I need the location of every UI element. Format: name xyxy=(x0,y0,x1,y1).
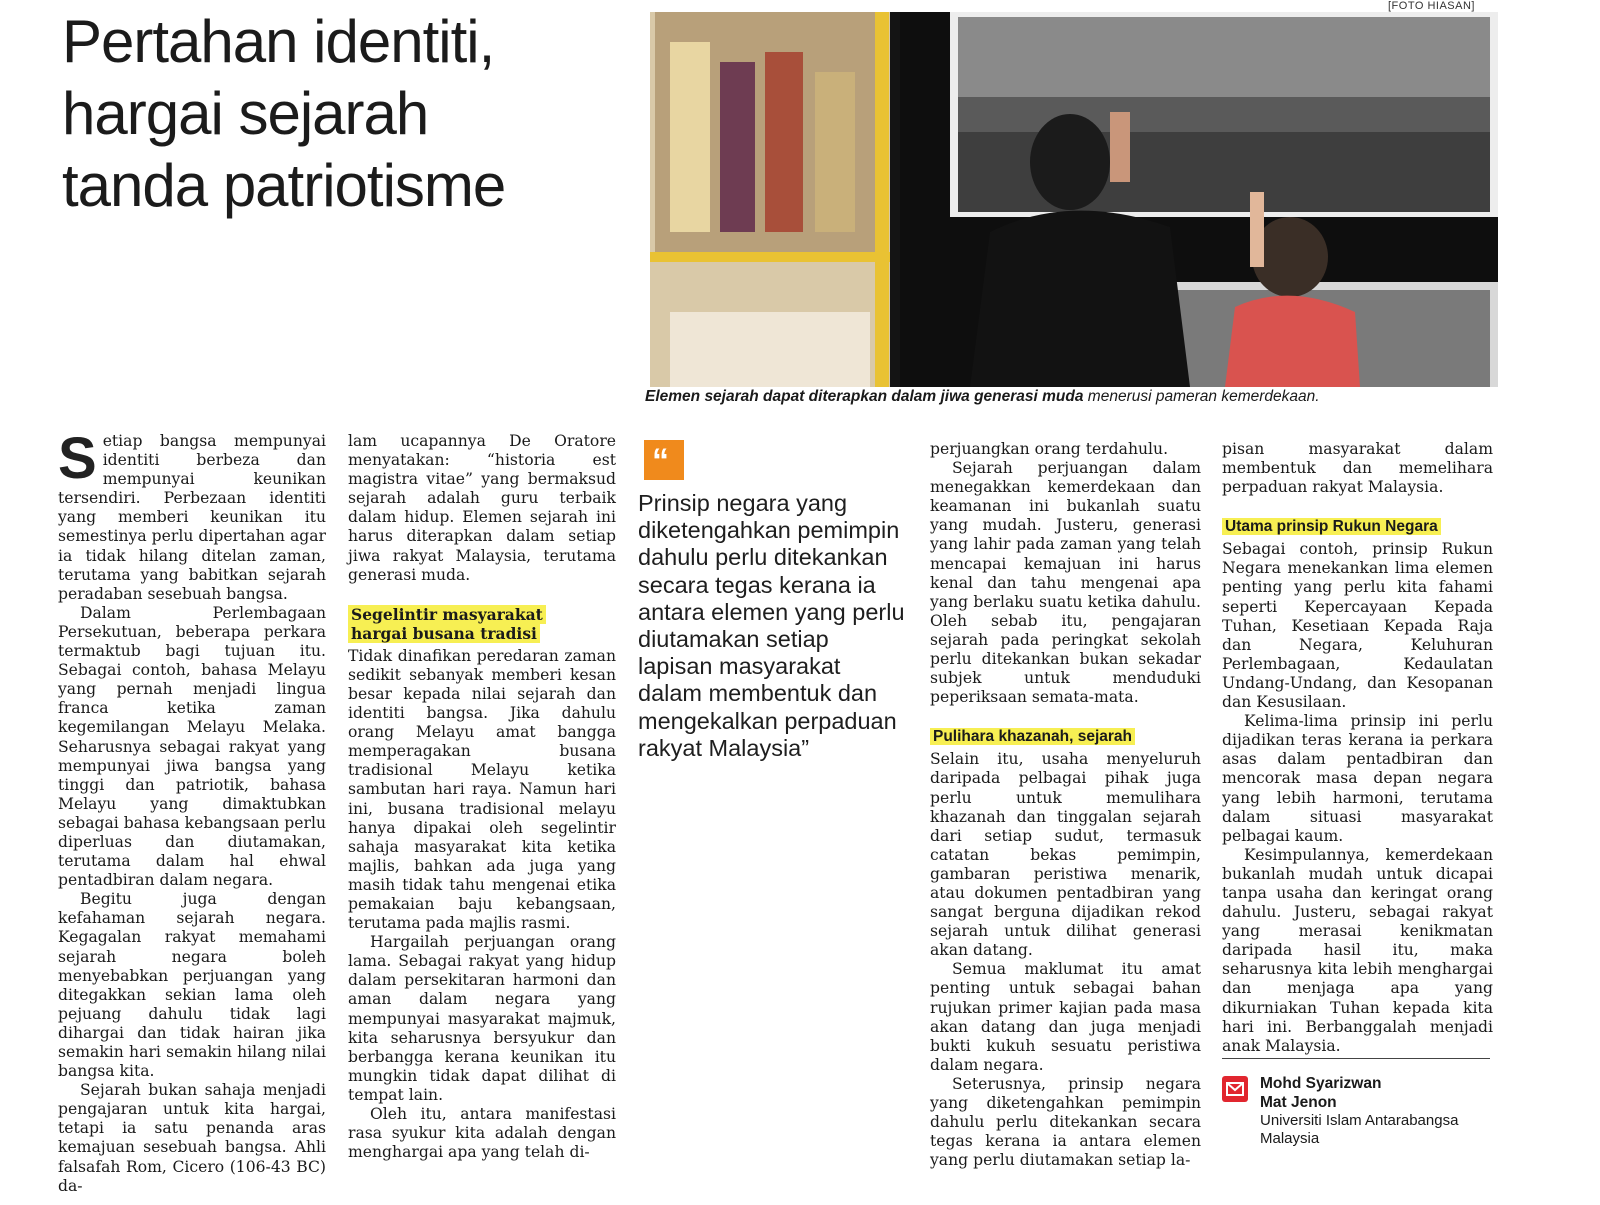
paragraph: Semua maklumat itu amat penting untuk sebagai bahan rujukan primer kajian pada masa akan datang dan juga menjadi bukti kukuh sesuatu peristiwa dalam negara. xyxy=(930,960,1201,1074)
paragraph: Sejarah bukan sahaja menjadi pengajaran untuk kita hargai, tetapi ia satu penanda aras kemajuan sesebuah bangsa. Ahli falsafah Rom, Cicero (106-43 BC) da- xyxy=(58,1081,326,1195)
paragraph: Hargailah perjuangan orang lama. Sebagai rakyat yang hidup dalam persekitaran harmoni dan aman dalam negara yang mempunyai masyarakat majmuk, kita seharusnya bersyukur dan berbangga kerana keunikan itu mungkin tidak dapat dilihat di tempat lain. xyxy=(348,933,616,1104)
pull-quote: Prinsip negara yang diketengahkan pemimpin dahulu perlu ditekankan secara tegas kerana ia antara elemen yang perlu diutamakan setiap lapisan masyarakat dalam membentuk dan mengekalkan perpaduan rakyat Malaysia” xyxy=(638,490,905,761)
headline-line-1: Pertahan identiti, xyxy=(62,8,495,75)
paragraph: Sejarah perjuangan dalam menegakkan kemerdekaan dan keamanan ini bukanlah suatu yang mudah. Justeru, generasi yang lahir pada zaman yang telah mencapai kemajuan ini harus kenal dan tahu mengenai apa yang berlaku suatu ketika dahulu. Oleh sebab itu, pengajaran sejarah pada peringkat sekolah perlu ditekankan bukan sekadar subjek untuk menduduki peperiksaan semata-mata. xyxy=(930,459,1201,707)
subheading-rukun-negara: Utama prinsip Rukun Negara xyxy=(1222,517,1493,536)
author-name-line-2: Mat Jenon xyxy=(1260,1094,1337,1111)
article-column-4 xyxy=(930,440,1201,1170)
paragraph: Oleh itu, antara manifestasi rasa syukur kita adalah dengan menghargai apa yang telah di- xyxy=(348,1105,616,1162)
subheading-busana: Segelintir masyarakat hargai busana tradisi xyxy=(348,605,616,643)
headline-line-2: hargai sejarah xyxy=(62,80,429,147)
svg-text:“: “ xyxy=(652,442,669,480)
drop-cap: S xyxy=(58,426,97,491)
article-column-2 xyxy=(348,432,616,1162)
photo-caption xyxy=(645,387,1505,407)
headline xyxy=(62,6,582,222)
paragraph: Kesimpulannya, kemerdekaan bukanlah mudah untuk dicapai tanpa usaha dan keringat orang dahulu. Justeru, sebagai rakyat yang merasai kenikmatan daripada hasil itu, maka seharusnya kita lebih menghargai dan menjaga apa yang dikurniakan Tuhan kepada kita hari ini. Berbanggalah menjadi anak Malaysia. xyxy=(1222,845,1493,1055)
quote-icon xyxy=(644,440,684,480)
author-divider xyxy=(1222,1058,1490,1059)
paragraph: pisan masyarakat dalam membentuk dan memelihara perpaduan rakyat Malaysia. xyxy=(1222,440,1493,497)
photo-credit: [FOTO HIASAN] xyxy=(1388,0,1475,12)
author-name-line-1: Mohd Syarizwan xyxy=(1260,1075,1382,1092)
caption-bold: Elemen sejarah dapat diterapkan dalam jiwa generasi muda xyxy=(645,388,1084,405)
paragraph: Tidak dinafikan peredaran zaman sedikit sebanyak memberi kesan besar kepada nilai sejarah dan identiti bangsa. Jika dahulu orang Melayu amat bangga memperagakan busana tradisional Melayu ketika sambutan hari raya. Namun hari ini, busana tradisional melayu hanya dipakai oleh segelintir sahaja masyarakat kita ketika majlis, bahkan ada juga yang masih tidak tahu mengenai etika pemakaian baju kebangsaan, terutama pada majlis rasmi. xyxy=(348,646,616,933)
caption-rest: menerusi pameran kemerdekaan. xyxy=(1083,388,1320,405)
author-affiliation: Universiti Islam Antarabangsa Malaysia xyxy=(1260,1112,1459,1147)
subheading-khazanah: Pulihara khazanah, sejarah xyxy=(930,727,1201,746)
paragraph: Kelima-lima prinsip ini perlu dijadikan teras kerana ia perkara asas dalam pentadbiran dan mencorak masa depan negara yang lebih harmoni, terutama dalam situasi masyarakat pelbagai kaum. xyxy=(1222,712,1493,845)
paragraph: Begitu juga dengan kefahaman sejarah negara. Kegagalan rakyat memahami sejarah negara boleh menyebabkan perjuangan yang ditegakkan sekian lama oleh pejuang dahulu tidak lagi dihargai dan tidak hairan jika semakin hari semakin hilang nilai bangsa kita. xyxy=(58,890,326,1081)
paragraph: Sebagai contoh, prinsip Rukun Negara menekankan lima elemen penting yang perlu kita fahami seperti Kepercayaan Kepada Tuhan, Kesetiaan Kepada Raja dan Negara, Keluhuran Perlembagaan, Kedaulatan Undang-Undang, dan Kesopanan dan Kesusilaan. xyxy=(1222,540,1493,712)
paragraph: Selain itu, usaha menyeluruh daripada pelbagai pihak juga perlu untuk memulihara khazanah dan tinggalan sejarah dari setiap sudut, termasuk catatan bekas pemimpin, gambaran peristiwa menarik, atau dokumen pentadbiran yang sangat berguna dijadikan rekod sejarah untuk dilihat generasi akan datang. xyxy=(930,750,1201,960)
article-photo xyxy=(650,12,1498,387)
paragraph: Seterusnya, prinsip negara yang diketengahkan pemimpin dahulu perlu ditekankan secara tegas kerana ia antara elemen yang perlu diutamakan setiap la- xyxy=(930,1074,1201,1170)
paragraph: Dalam Perlembagaan Persekutuan, beberapa perkara termaktub bagi tujuan itu. Sebagai contoh, bahasa Melayu yang pernah menjadi lingua franca ketika zaman kegemilangan Melayu Melaka. Seharusnya sebagai rakyat yang mempunyai jiwa bangsa yang tinggi dan patriotik, bahasa Melayu yang dimaktubkan sebagai bahasa kebangsaan perlu diperluas dan diutamakan, terutama dalam hal ehwal pentadbiran dalam negara. xyxy=(58,603,326,890)
paragraph: lam ucapannya De Oratore menyatakan: “historia est magistra vitae” yang bermaksud sejarah adalah guru terbaik dalam hidup. Elemen sejarah ini harus diterapkan dalam setiap jiwa rakyat Malaysia, terutama generasi muda. xyxy=(348,432,616,584)
headline-line-3: tanda patriotisme xyxy=(62,152,506,219)
paragraph: Setiap bangsa mempunyai identiti berbeza dan mempunyai keunikan tersendiri. Perbezaan identiti yang memberi keunikan itu semestinya perlu dipertahan agar ia tidak hilang ditelan zaman, terutama yang babitkan sejarah peradaban sesebuah bangsa. xyxy=(58,426,326,603)
paragraph: perjuangkan orang terdahulu. xyxy=(930,440,1169,458)
author-block xyxy=(1260,1074,1500,1148)
mail-icon xyxy=(1222,1076,1248,1102)
article-column-5 xyxy=(1222,440,1493,1056)
article-column-1 xyxy=(58,426,326,1196)
